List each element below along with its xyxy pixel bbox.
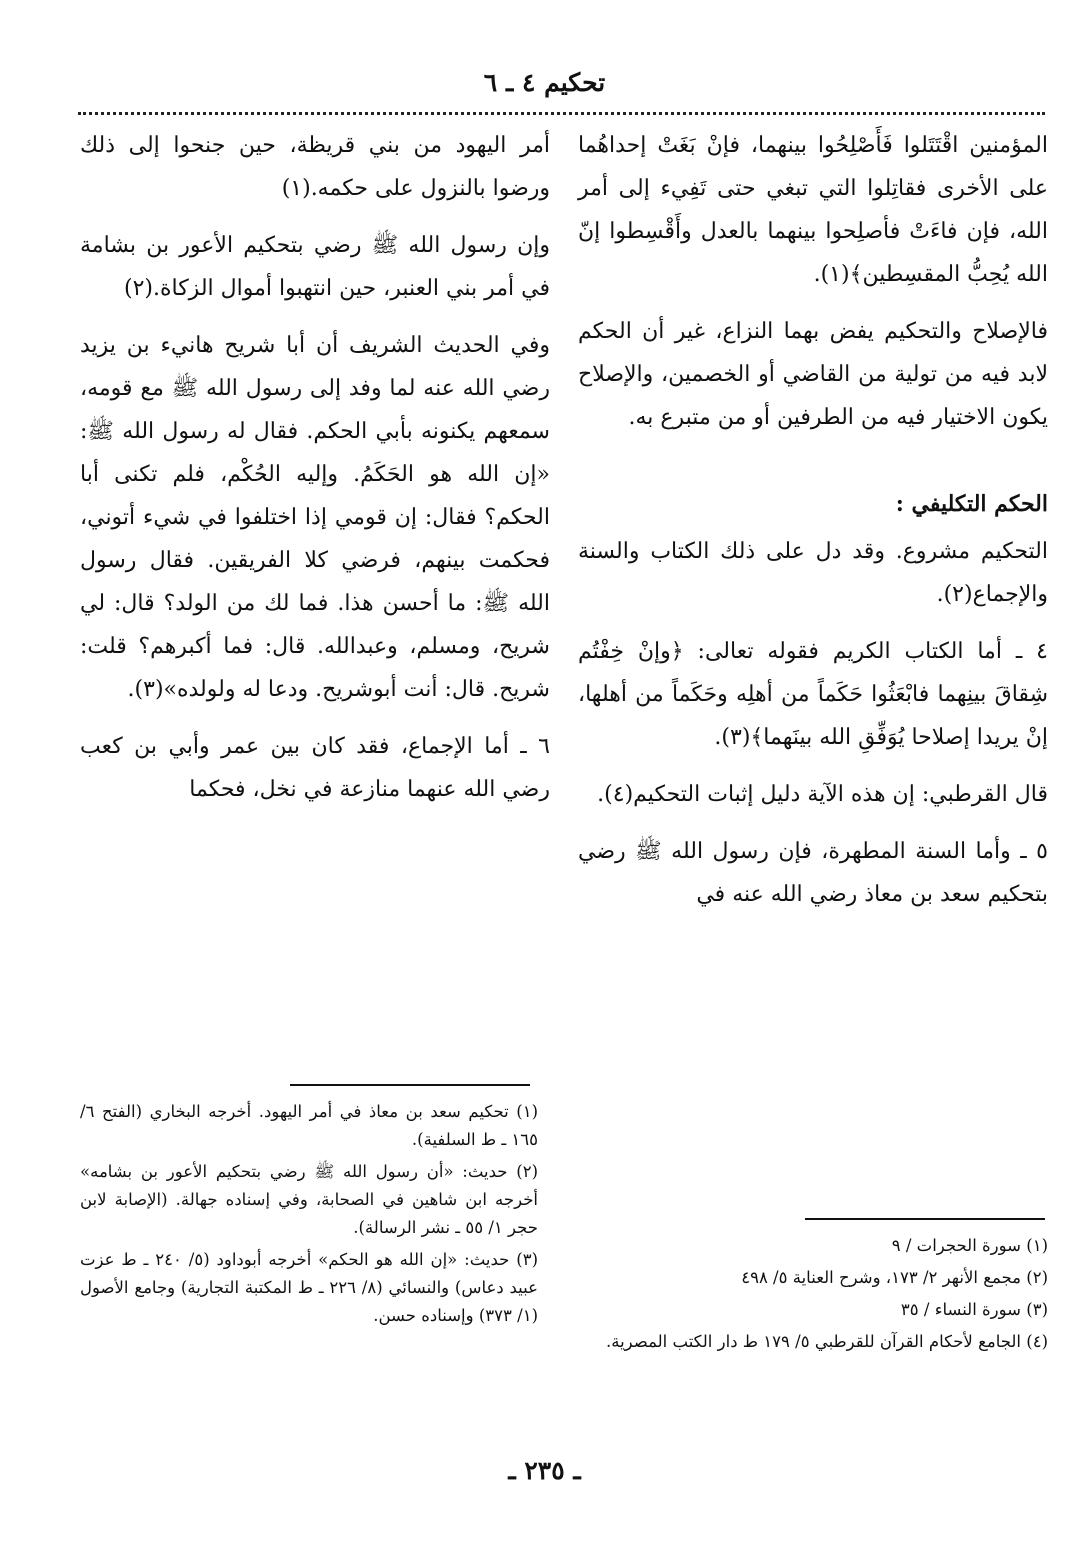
right-paragraph: التحكيم مشروع. وقد دل على ذلك الكتاب والسنة والإجماع(٢). (578, 539, 1048, 607)
left-paragraph: وفي الحديث الشريف أن أبا شريح هانيء بن يزيد رضي الله عنه لما وفد إلى رسول الله ﷺ مع قومه، سمعهم يكنونه بأبي الحكم. فقال له رسول الله ﷺ: «إن الله هو الحَكَمُ. وإليه الحُكْم، فلم تكنى أبا الحكم؟ فقال: إن قومي إذا اختلفوا في شيء أتوني، فحكمت بينهم، فرضي كلا الفريقين. فقال رسول الله ﷺ: ما أحسن هذا. فما لك من الولد؟ قال: لي شريح، ومسلم، وعبدالله. قال: فما أكبرهم؟ قلت: شريح. قال: أنت أبوشريح. ودعا له ولولده»(٣). (80, 333, 550, 702)
section-heading: الحكم التكليفي : (895, 491, 1048, 517)
footnote: (٤) الجامع لأحكام القرآن للقرطبي ٥/ ١٧٩ ط دار الكتب المصرية. (606, 1332, 1048, 1351)
page-number: ـ ٢٣٥ ـ (508, 1456, 581, 1485)
running-header: تحكيم ٤ ـ ٦ (483, 68, 606, 97)
footnote: (٢) حديث: «أن رسول الله ﷺ رضي بتحكيم الأعور بن بشامه» أخرجه ابن شاهين في الصحابة، وفي إسناده جهالة. (الإصابة لابن حجر ١/ ٥٥ ـ نشر الرسالة). (80, 1162, 538, 1237)
footnote: (١) تحكيم سعد بن معاذ في أمر اليهود. أخرجه البخاري (الفتح ٦/ ١٦٥ ـ ط السلفية). (80, 1102, 538, 1149)
left-paragraph: وإن رسول الله ﷺ رضي بتحكيم الأعور بن بشامة في أمر بني العنبر، حين انتهبوا أموال الزكاة.(٢) (80, 233, 550, 301)
left-footnotes (80, 1098, 538, 1334)
left-column (80, 124, 550, 825)
footnote: (٢) مجمع الأنهر ٢/ ١٧٣، وشرح العناية ٥/ ٤٩٨ (741, 1268, 1048, 1287)
footnote: (٣) حديث: «إن الله هو الحكم» أخرجه أبوداود (٥/ ٢٤٠ ـ ط عزت عبيد دعاس) والنسائي (٨/ ٢٢٦ ـ ط المكتبة التجارية) وجامع الأصول (١/ ٣٧٣) وإسناده حسن. (80, 1250, 538, 1325)
left-paragraph: أمر اليهود من بني قريظة، حين جنحوا إلى ذلك ورضوا بالنزول على حكمه.(١) (80, 133, 550, 201)
left-paragraph: ٦ ـ أما الإجماع، فقد كان بين عمر وأبي بن كعب رضي الله عنهما منازعة في نخل، فحكما (80, 734, 550, 802)
left-footnote-rule (290, 1084, 530, 1086)
right-paragraph: المؤمنين اقْتَتَلوا فَأَصْلِحُوا بينهما، فإنْ بَغَتْ إحداهُما على الأخرى فقاتِلوا التي تبغي حتى تَفِيء إلى أمر الله، فإن فاءَتْ فأصلِحوا بينهما بالعدل وأَقْسِطوا إنّ الله يُحِبُّ المقسِطين﴾(١). (578, 133, 1048, 287)
footnote: (٣) سورة النساء / ٣٥ (900, 1300, 1048, 1319)
right-paragraph: قال القرطبي: إن هذه الآية دليل إثبات التحكيم(٤). (597, 782, 1048, 807)
header-dotted-rule (78, 112, 1045, 115)
footnote: (١) سورة الحجرات / ٩ (891, 1236, 1048, 1255)
right-footnote-rule (805, 1218, 1045, 1220)
right-column (578, 124, 1048, 930)
right-footnotes (578, 1232, 1048, 1360)
right-paragraph: فالإصلاح والتحكيم يفض بهما النزاع، غير أن الحكم لابد فيه من تولية من القاضي أو الخصمين، والإصلاح يكون الاختيار فيه من الطرفين أو من متبرع به. (578, 319, 1048, 430)
right-paragraph: ٤ ـ أما الكتاب الكريم فقوله تعالى: ﴿وإنْ خِفْتُم شِقاقَ بينِهما فابْعَثُوا حَكَماً من أهلِه وحَكَماً من أهلها، إنْ يريدا إصلاحا يُوَفِّقِ الله بينَهما﴾(٣). (578, 639, 1048, 750)
right-paragraph: ٥ ـ وأما السنة المطهرة، فإن رسول الله ﷺ رضي بتحكيم سعد بن معاذ رضي الله عنه في (578, 839, 1048, 907)
